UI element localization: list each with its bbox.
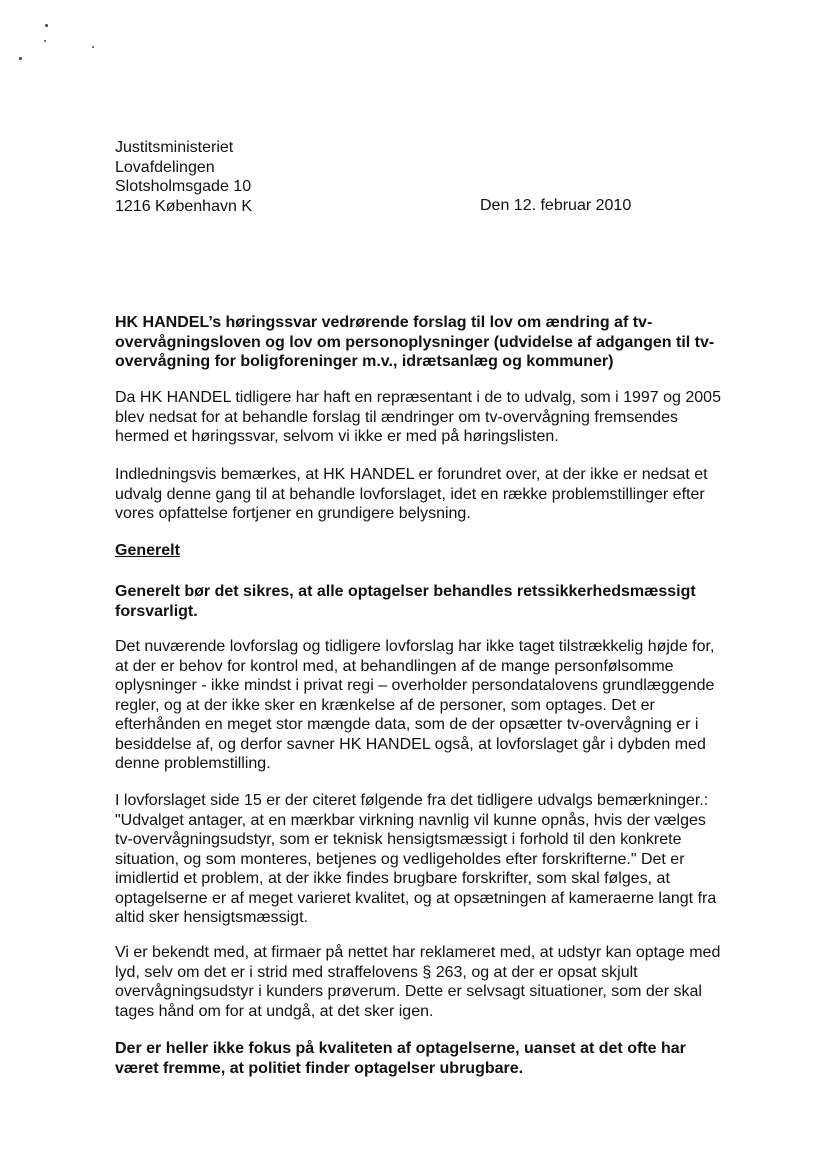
paragraph: I lovforslaget side 15 er der citeret følgende fra det tidligere udvalgs bemærkninger.: "Udvalget antager, at en mærkbar virkning navnlig vil kunne opnås, hvis der vælges tv-overvågningsudstyr, som er teknisk hensigtsmæssigt i forhold til den konkrete situation, og som monteres, betjenes og vedligeholdes efter forskrifterne." Det er imidlertid et problem, at der ikke findes brugbare forskrifter, som skal følges, at optagelserne er af meget varieret kvalitet, og at opsætningen af kameraerne langt fra altid sker hensigtsmæssigt. — [115, 792, 717, 926]
recipient-line: Slotsholmsgade 10 — [115, 178, 252, 195]
recipient-line: 1216 København K — [115, 197, 252, 215]
paragraph: Indledningsvis bemærkes, at HK HANDEL er forundret over, at der ikke er nedsat et udvalg denne gang til at behandle lovforslaget, idet en række problemstillinger efter vores opfattelse fortjener en grundigere belysning. — [115, 466, 708, 522]
paragraph: Vi er bekendt med, at firmaer på nettet har reklameret med, at udstyr kan optage med lyd, selv om det er i strid med straffelovens § 263, og at der er opsat skjult overvågningsudstyr i kunders prøverum. Dette er selvsagt situationer, som der skal tages hånd om for at undgå, at det sker igen. — [115, 944, 721, 1020]
paragraph: Det nuværende lovforslag og tidligere lovforslag har ikke taget tilstrækkelig højde for, at der er behov for kontrol med, at behandlingen af de mange personfølsomme oplysninger - ikke mindst i privat regi – overholder persondatalovens grundlæggende regler, og at der ikke sker en krænkelse af de personer, som optages. Det er efterhånden en meget stor mængde data, som de der opsætter tv-overvågning er i besiddelse af, og derfor savner HK HANDEL også, at lovforslaget går i dybden med denne problemstilling. — [115, 638, 715, 772]
letter-title: HK HANDEL’s høringssvar vedrørende forslag til lov om ændring af tv-overvågningsloven og lov om personoplysninger (udvidelse af adgangen til tv-overvågning for boligforeninger m.v., idrætsanlæg og kommuner) — [115, 314, 715, 370]
subheading: Generelt bør det sikres, at alle optagelser behandles retssikkerhedsmæssigt forsvarligt. — [115, 583, 696, 620]
subheading: Der er heller ikke fokus på kvaliteten af optagelserne, uanset at det ofte har været fremme, at politiet finder optagelser ubrugbare. — [115, 1040, 686, 1077]
scan-speck — [19, 57, 22, 60]
letter-date: Den 12. februar 2010 — [480, 197, 632, 214]
scan-speck — [45, 24, 48, 27]
recipient-address — [115, 138, 252, 216]
recipient-line: Lovafdelingen — [115, 158, 215, 176]
scan-speck — [44, 40, 46, 42]
scan-speck — [92, 46, 94, 48]
recipient-line: Justitsministeriet — [115, 139, 234, 156]
paragraph: Da HK HANDEL tidligere har haft en repræsentant i de to udvalg, som i 1997 og 2005 blev nedsat for at behandle forslag til ændringer om tv-overvågning fremsendes hermed et høringssvar, selvom vi ikke er med på høringslisten. — [115, 389, 721, 445]
section-heading: Generelt — [115, 542, 180, 559]
